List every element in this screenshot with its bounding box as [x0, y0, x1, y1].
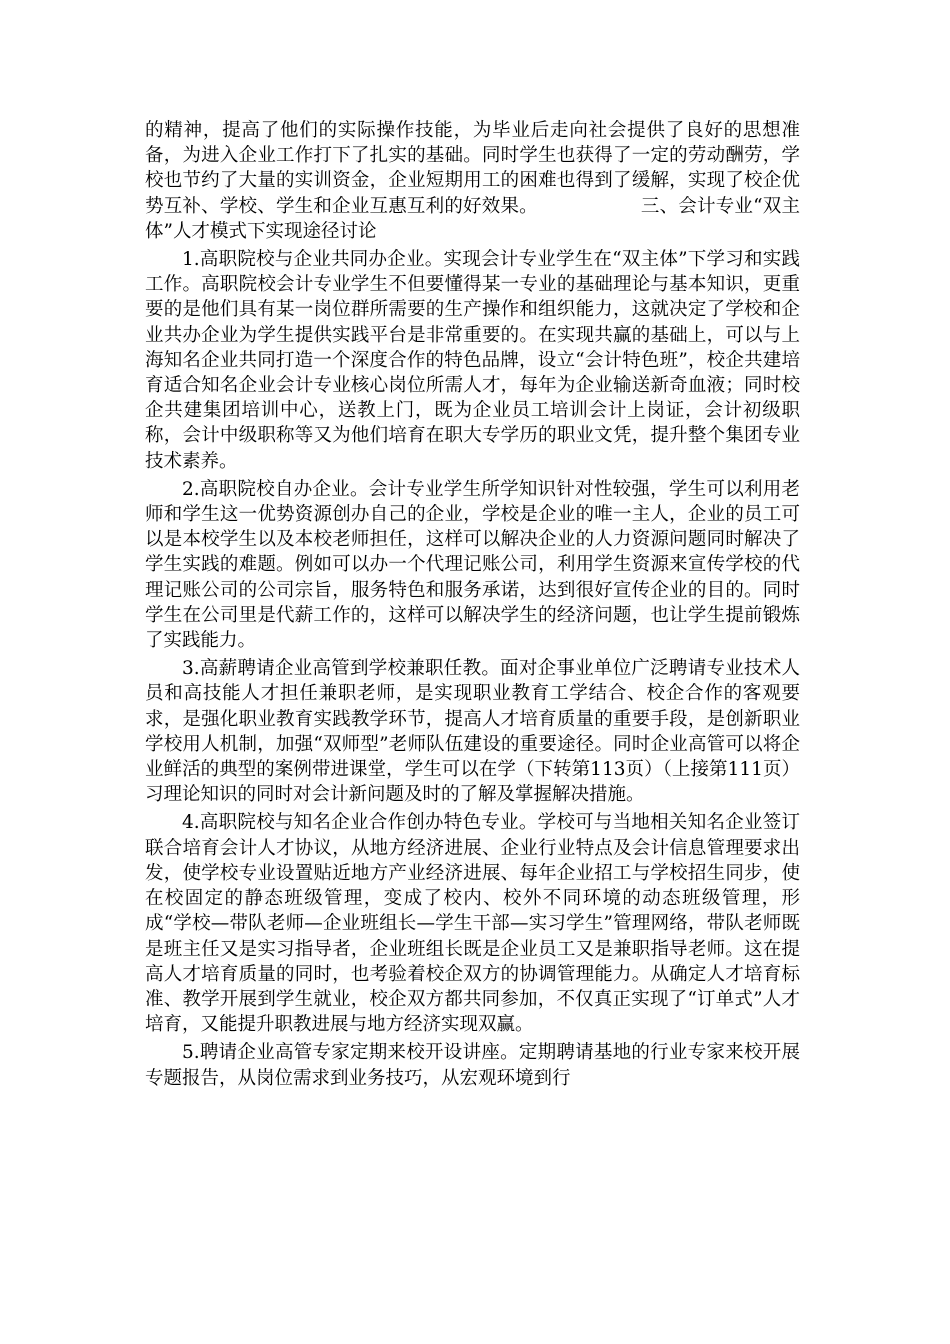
paragraph-item-1: 1.高职院校与企业共同办企业。实现会计专业学生在“双主体”下学习和实践工作。高职院校会计专业学生不但要懂得某一专业的基础理论与基本知识，更重要的是他们具有某一岗位群所需要的生产操作和组织能力，这就决定了学校和企业共办企业为学生提供实践平台是非常重要的。在实现共赢的基础上，可以与上海知名企业共同打造一个深度合作的特色品牌，设立“会计特色班”，校企共建培育适合知名企业会计专业核心岗位所需人才，每年为企业输送新奇血液；同时校企共建集团培训中心，送教上门，既为企业员工培训会计上岗证，会计初级职称，会计中级职称等又为他们培育在职大专学历的职业文凭，提升整个集团专业技术素养。: [145, 249, 800, 472]
paragraph-continuation: 的精神，提高了他们的实际操作技能，为毕业后走向社会提供了良好的思想准备，为进入企业工作打下了扎实的基础。同时学生也获得了一定的劳动酬劳，学校也节约了大量的实训资金，企业短期用工的困难也得到了缓解，实现了校企优势互补、学校、学生和企业互惠互利的好效果。 三、会计专业“双主体”人才模式下实现途径讨论: [145, 120, 800, 242]
paragraph-item-3: 3.高薪聘请企业高管到学校兼职任教。面对企事业单位广泛聘请专业技术人员和高技能人才担任兼职老师，是实现职业教育工学结合、校企合作的客观要求，是强化职业教育实践教学环节，提高人才培育质量的重要手段，是创新职业学校用人机制，加强“双师型”老师队伍建设的重要途径。同时企业高管可以将企业鲜活的典型的案例带进课堂，学生可以在学（下转第113页）（上接第111页）习理论知识的同时对会计新问题及时的了解及掌握解决措施。: [145, 658, 800, 806]
paragraph-item-4: 4.高职院校与知名企业合作创办特色专业。学校可与当地相关知名企业签订联合培育会计人才协议，从地方经济进展、企业行业特点及会计信息管理要求出发，使学校专业设置贴近地方产业经济进展、每年企业招工与学校招生同步，使在校固定的静态班级管理，变成了校内、校外不同环境的动态班级管理，形成“学校—带队老师—企业班组长—学生干部—实习学生”管理网络，带队老师既是班主任又是实习指导者，企业班组长既是企业员工又是兼职指导老师。这在提高人才培育质量的同时，也考验着校企双方的协调管理能力。从确定人才培育标准、教学开展到学生就业，校企双方都共同参加，不仅真正实现了“订单式”人才培育，又能提升职教进展与地方经济实现双赢。: [145, 812, 800, 1036]
document-body: [145, 118, 800, 1091]
paragraph-item-5: 5.聘请企业高管专家定期来校开设讲座。定期聘请基地的行业专家来校开展专题报告，从岗位需求到业务技巧，从宏观环境到行: [145, 1042, 800, 1089]
paragraph-item-2: 2.高职院校自办企业。会计专业学生所学知识针对性较强，学生可以利用老师和学生这一优势资源创办自己的企业，学校是企业的唯一主人，企业的员工可以是本校学生以及本校老师担任，这样可以解决企业的人力资源问题同时解决了学生实践的难题。例如可以办一个代理记账公司，利用学生资源来宣传学校的代理记账公司的公司宗旨，服务特色和服务承诺，达到很好宣传企业的目的。同时学生在公司里是代薪工作的，这样可以解决学生的经济问题，也让学生提前锻炼了实践能力。: [145, 478, 800, 652]
